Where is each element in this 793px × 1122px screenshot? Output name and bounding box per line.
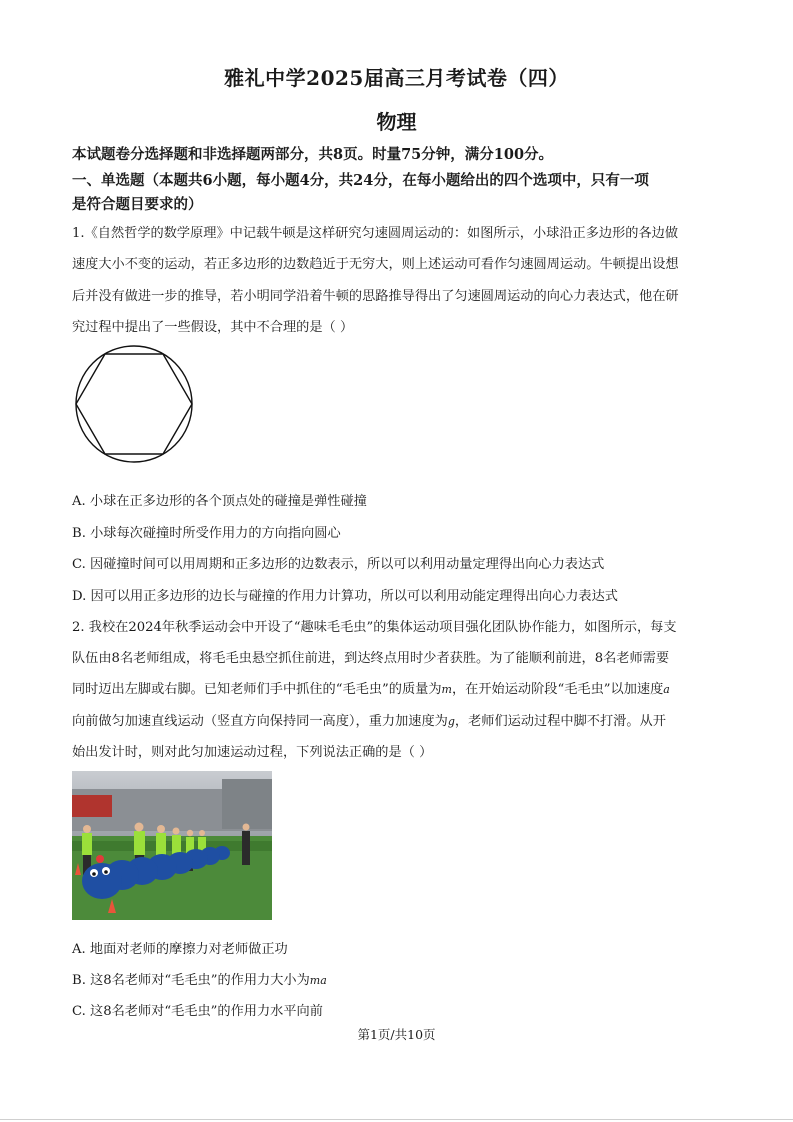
- subject-title: 物理: [376, 110, 417, 134]
- hexagon-in-circle-figure: [72, 344, 196, 464]
- variable-ma: ma: [309, 974, 327, 987]
- section-heading-line1: 一、单选题（本题共6小题，每小题4分，共24分，在每小题给出的四个选项中，只有一项: [72, 172, 649, 189]
- caterpillar-race-photo: [72, 771, 272, 920]
- page-title: 雅礼中学2025届高三月考试卷（四）: [224, 66, 569, 90]
- variable-g: g: [447, 715, 455, 728]
- q2-stem-line: [72, 681, 724, 699]
- hexagon-outline: [76, 354, 192, 454]
- variable-a: a: [663, 683, 670, 696]
- q2-text: 向前做匀加速直线运动（竖直方向保持同一高度），重力加速度为: [72, 714, 448, 729]
- q2-stem-line: [72, 713, 724, 731]
- q2-option-c: C. 这8名老师对“毛毛虫”的作用力水平向前: [72, 1004, 323, 1019]
- section-heading-line2: 是符合题目要求的）: [72, 196, 203, 213]
- q2-stem-line: 2. 我校在2024年秋季运动会中开设了“趣味毛毛虫”的集体运动项目强化团队协作能力，如图所示，每支: [72, 620, 677, 635]
- q2-stem-line: 队伍由8名老师组成，将毛毛虫悬空抓住前进，到达终点用时少者获胜。为了能顺利前进，8名老师需要: [72, 651, 670, 666]
- circle-outline: [76, 346, 192, 462]
- q1-option-d: D. 因可以用正多边形的边长与碰撞的作用力计算功，所以可以利用动能定理得出向心力表达式: [72, 589, 618, 604]
- q2-option-a: A. 地面对老师的摩擦力对老师做正功: [72, 942, 288, 957]
- q2-option-b-text: B. 这8名老师对“毛毛虫”的作用力大小为: [72, 973, 310, 988]
- q1-option-c: C. 因碰撞时间可以用周期和正多边形的边数表示，所以可以利用动量定理得出向心力表达式: [72, 557, 605, 572]
- q1-option-b: B. 小球每次碰撞时所受作用力的方向指向圆心: [72, 526, 341, 541]
- q2-text: ，在开始运动阶段“毛毛虫”以加速度: [451, 682, 664, 697]
- q2-text: ，老师们运动过程中脚不打滑。从开: [454, 714, 666, 729]
- q1-option-a: A. 小球在正多边形的各个顶点处的碰撞是弹性碰撞: [72, 494, 367, 509]
- q1-stem-line: 后并没有做进一步的推导，若小明同学沿着牛顿的思路推导得出了匀速圆周运动的向心力表达式，他在研: [72, 289, 679, 304]
- variable-m: m: [441, 683, 452, 696]
- photo-illustration: [72, 771, 272, 920]
- page-number: 第1页/共10页: [357, 1027, 436, 1042]
- q1-stem-line: 速度大小不变的运动，若正多边形的边数趋近于无穷大，则上述运动可看作匀速圆周运动。牛顿提出设想: [72, 257, 679, 272]
- q2-option-b: [72, 972, 724, 990]
- q1-stem-line: 究过程中提出了一些假设，其中不合理的是（ ）: [72, 320, 354, 335]
- bottom-divider: [0, 1119, 793, 1120]
- q1-stem-line: 1.《自然哲学的数学原理》中记载牛顿是这样研究匀速圆周运动的：如图所示，小球沿正多边形的各边做: [72, 226, 679, 241]
- exam-intro: 本试题卷分选择题和非选择题两部分，共8页。时量75分钟，满分100分。: [72, 146, 554, 163]
- q2-stem-line: 始出发计时，则对此匀加速运动过程，下列说法正确的是（ ）: [72, 745, 433, 760]
- q2-text: 同时迈出左脚或右脚。已知老师们手中抓住的“毛毛虫”的质量为: [72, 682, 442, 697]
